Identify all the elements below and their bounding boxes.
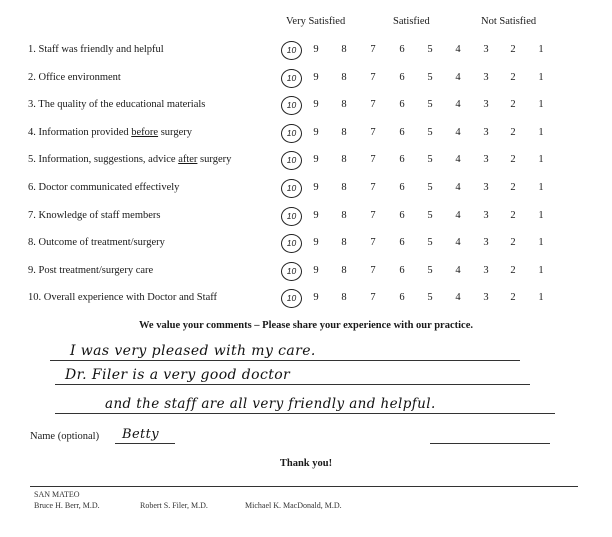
name-line	[115, 443, 175, 444]
rating-option[interactable]: 3	[483, 127, 489, 138]
rating-option[interactable]: 4	[455, 99, 461, 110]
rating-circle-1[interactable]: 10	[281, 41, 302, 60]
rating-option[interactable]: 2	[510, 154, 516, 165]
rating-option[interactable]: 7	[370, 44, 376, 55]
rating-option[interactable]: 5	[427, 72, 433, 83]
rating-option[interactable]: 7	[370, 292, 376, 303]
rating-option[interactable]: 2	[510, 72, 516, 83]
rating-option[interactable]: 2	[510, 237, 516, 248]
rating-circle-2[interactable]: 10	[281, 69, 302, 88]
rating-option[interactable]: 6	[399, 237, 405, 248]
rating-option[interactable]: 5	[427, 99, 433, 110]
header-very-satisfied: Very Satisfied	[286, 16, 346, 27]
rating-option[interactable]: 4	[455, 154, 461, 165]
rating-option[interactable]: 6	[399, 210, 405, 221]
rating-option[interactable]: 7	[370, 182, 376, 193]
rating-option[interactable]: 2	[510, 99, 516, 110]
rating-option[interactable]: 8	[341, 154, 347, 165]
rating-option[interactable]: 7	[370, 72, 376, 83]
rating-option[interactable]: 1	[538, 44, 544, 55]
rating-option[interactable]: 7	[370, 127, 376, 138]
question-label-underlined: after	[178, 154, 198, 165]
rating-option[interactable]: 4	[455, 72, 461, 83]
rating-option[interactable]: 1	[538, 182, 544, 193]
question-label-7: 7. Knowledge of staff members	[28, 210, 161, 221]
question-label-6: 6. Doctor communicated effectively	[28, 182, 180, 193]
rating-option[interactable]: 8	[341, 44, 347, 55]
name-value: Betty	[122, 427, 160, 442]
rating-option[interactable]: 9	[313, 154, 319, 165]
rating-option[interactable]: 1	[538, 265, 544, 276]
thank-you: Thank you!	[279, 458, 333, 469]
question-label-3: 3. The quality of the educational materials	[28, 99, 206, 110]
comment-text-2: Dr. Filer is a very good doctor	[65, 367, 291, 383]
rating-option[interactable]: 9	[313, 265, 319, 276]
question-label-part: surgery	[197, 154, 232, 165]
question-label-10: 10. Overall experience with Doctor and Staff	[28, 292, 218, 303]
rating-option[interactable]: 9	[313, 127, 319, 138]
footer-doctor-2: Robert S. Filer, M.D.	[140, 501, 208, 510]
rating-option[interactable]: 1	[538, 72, 544, 83]
rating-option[interactable]: 7	[370, 154, 376, 165]
rating-option[interactable]: 6	[399, 44, 405, 55]
comment-line-1	[50, 360, 520, 361]
rating-option[interactable]: 6	[399, 99, 405, 110]
rating-option[interactable]: 8	[341, 127, 347, 138]
rating-circle-5[interactable]: 10	[281, 151, 302, 170]
rating-option[interactable]: 3	[483, 265, 489, 276]
rating-option[interactable]: 2	[510, 182, 516, 193]
rating-option[interactable]: 5	[427, 127, 433, 138]
rating-option[interactable]: 3	[483, 237, 489, 248]
comment-text-3: and the staff are all very friendly and helpful.	[105, 396, 436, 412]
footer-doctor-1: Bruce H. Berr, M.D.	[34, 501, 100, 510]
rating-circle-7[interactable]: 10	[281, 207, 302, 226]
signature-line	[430, 443, 550, 444]
comment-line-2	[55, 384, 530, 385]
rating-option[interactable]: 6	[399, 127, 405, 138]
question-label-5	[28, 154, 231, 165]
rating-option[interactable]: 6	[399, 182, 405, 193]
rating-option[interactable]: 3	[483, 210, 489, 221]
rating-option[interactable]: 1	[538, 292, 544, 303]
rating-option[interactable]: 1	[538, 154, 544, 165]
question-label-8: 8. Outcome of treatment/surgery	[28, 237, 165, 248]
rating-option[interactable]: 5	[427, 265, 433, 276]
rating-option[interactable]: 6	[399, 154, 405, 165]
rating-option[interactable]: 8	[341, 265, 347, 276]
rating-option[interactable]: 7	[370, 99, 376, 110]
comments-prompt: We value your comments – Please share your experience with our practice.	[138, 320, 473, 331]
rating-option[interactable]: 8	[341, 237, 347, 248]
footer-divider	[30, 486, 578, 487]
rating-option[interactable]: 5	[427, 44, 433, 55]
name-label: Name (optional)	[30, 431, 100, 442]
rating-option[interactable]: 8	[341, 210, 347, 221]
comment-text-1: I was very pleased with my care.	[70, 343, 316, 359]
rating-circle-3[interactable]: 10	[281, 96, 302, 115]
question-label-part: 5. Information, suggestions, advice	[28, 154, 179, 165]
question-label-part: surgery	[158, 127, 192, 138]
rating-option[interactable]: 5	[427, 237, 433, 248]
question-label-underlined: before	[131, 127, 159, 138]
rating-option[interactable]: 7	[370, 265, 376, 276]
rating-option[interactable]: 5	[427, 292, 433, 303]
rating-option[interactable]: 4	[455, 182, 461, 193]
rating-option[interactable]: 1	[538, 99, 544, 110]
rating-option[interactable]: 4	[455, 210, 461, 221]
rating-option[interactable]: 1	[538, 210, 544, 221]
rating-option[interactable]: 6	[399, 292, 405, 303]
rating-circle-6[interactable]: 10	[281, 179, 302, 198]
rating-option[interactable]: 8	[341, 99, 347, 110]
rating-option[interactable]: 8	[341, 292, 347, 303]
footer-org: SAN MATEO	[34, 490, 80, 499]
rating-option[interactable]: 2	[510, 127, 516, 138]
rating-option[interactable]: 5	[427, 210, 433, 221]
header-not-satisfied: Not Satisfied	[481, 16, 537, 27]
rating-option[interactable]: 4	[455, 292, 461, 303]
question-label-1: 1. Staff was friendly and helpful	[28, 44, 164, 55]
rating-circle-8[interactable]: 10	[281, 234, 302, 253]
rating-option[interactable]: 3	[483, 182, 489, 193]
rating-option[interactable]: 2	[510, 265, 516, 276]
rating-option[interactable]: 1	[538, 127, 544, 138]
rating-option[interactable]: 7	[370, 210, 376, 221]
rating-option[interactable]: 2	[510, 44, 516, 55]
rating-option[interactable]: 9	[313, 210, 319, 221]
rating-option[interactable]: 7	[370, 237, 376, 248]
rating-option[interactable]: 3	[483, 99, 489, 110]
rating-option[interactable]: 8	[341, 182, 347, 193]
question-label-part: 4. Information provided	[28, 127, 132, 138]
footer-doctor-3: Michael K. MacDonald, M.D.	[245, 501, 342, 510]
rating-option[interactable]: 4	[455, 127, 461, 138]
rating-option[interactable]: 9	[313, 99, 319, 110]
rating-circle-4[interactable]: 10	[281, 124, 302, 143]
rating-option[interactable]: 9	[313, 44, 319, 55]
rating-option[interactable]: 4	[455, 44, 461, 55]
rating-option[interactable]: 3	[483, 72, 489, 83]
question-label-9: 9. Post treatment/surgery care	[28, 265, 154, 276]
rating-option[interactable]: 3	[483, 292, 489, 303]
rating-option[interactable]: 3	[483, 154, 489, 165]
rating-option[interactable]: 1	[538, 237, 544, 248]
rating-option[interactable]: 6	[399, 265, 405, 276]
rating-option[interactable]: 9	[313, 72, 319, 83]
rating-option[interactable]: 6	[399, 72, 405, 83]
rating-option[interactable]: 5	[427, 182, 433, 193]
rating-circle-10[interactable]: 10	[281, 289, 302, 308]
rating-circle-9[interactable]: 10	[281, 262, 302, 281]
rating-option[interactable]: 9	[313, 237, 319, 248]
rating-option[interactable]: 4	[455, 265, 461, 276]
rating-option[interactable]: 5	[427, 154, 433, 165]
rating-option[interactable]: 2	[510, 292, 516, 303]
rating-option[interactable]: 3	[483, 44, 489, 55]
rating-option[interactable]: 2	[510, 210, 516, 221]
rating-option[interactable]: 8	[341, 72, 347, 83]
header-satisfied: Satisfied	[393, 16, 430, 27]
rating-option[interactable]: 9	[313, 182, 319, 193]
question-label-2: 2. Office environment	[28, 72, 121, 83]
question-label-4	[28, 127, 192, 138]
comment-line-3	[55, 413, 555, 414]
rating-option[interactable]: 4	[455, 237, 461, 248]
rating-option[interactable]: 9	[313, 292, 319, 303]
